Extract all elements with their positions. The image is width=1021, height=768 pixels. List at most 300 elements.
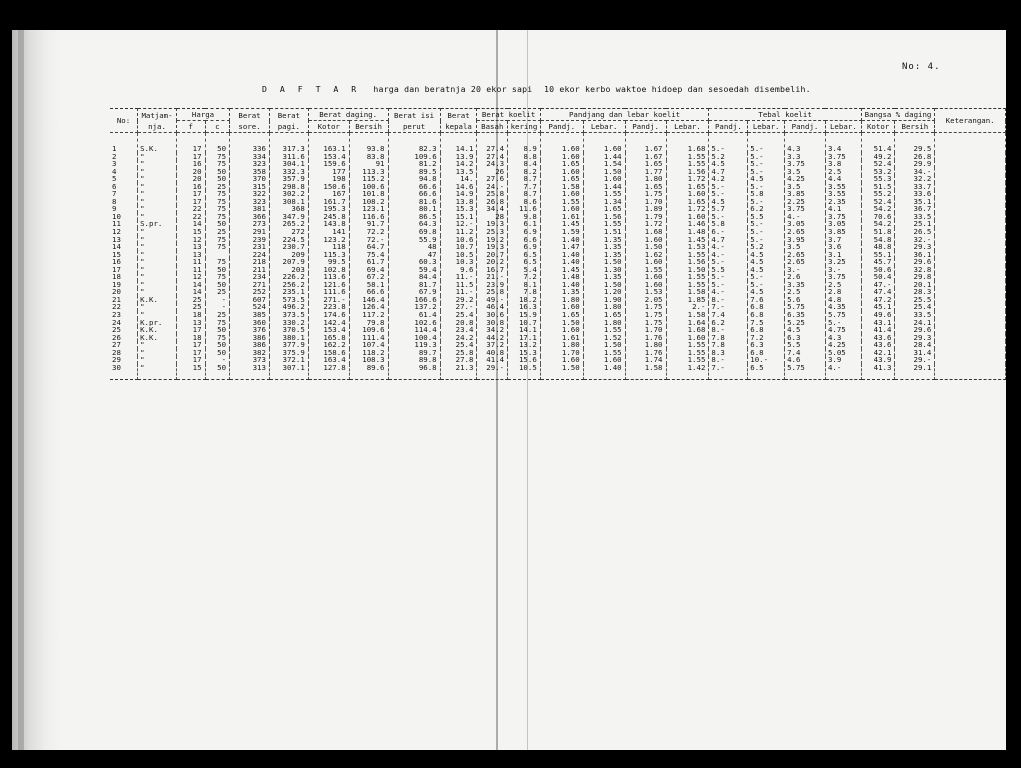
header-harga-c: c bbox=[205, 121, 230, 133]
cell-bl: 1.50 bbox=[583, 341, 625, 349]
cell-c: 75 bbox=[205, 190, 230, 198]
cell-kotor: 163.1 bbox=[308, 133, 349, 153]
header-kering: kering bbox=[508, 121, 541, 133]
cell-pagi: 304.1 bbox=[269, 160, 308, 168]
cell-jenis: " bbox=[138, 288, 177, 296]
table-row bbox=[110, 236, 1006, 244]
cell-pb: 35.1 bbox=[895, 198, 935, 206]
cell-basah: 27.4 bbox=[477, 133, 508, 153]
cell-f: 17 bbox=[176, 349, 205, 357]
cell-kp: 1.53 bbox=[625, 288, 666, 296]
cell-kering: 8.8 bbox=[508, 153, 541, 161]
cell-keterangan bbox=[935, 326, 1006, 334]
cell-c: 50 bbox=[205, 168, 230, 176]
cell-sore: 313 bbox=[230, 364, 270, 380]
cell-kp: 1.77 bbox=[625, 168, 666, 176]
cell-c: 75 bbox=[205, 236, 230, 244]
cell-kepala: 27.- bbox=[440, 303, 477, 311]
cell-bl: 1.55 bbox=[583, 190, 625, 198]
cell-keterangan bbox=[935, 356, 1006, 364]
cell-f: 17 bbox=[176, 190, 205, 198]
cell-bl: 1.55 bbox=[583, 220, 625, 228]
cell-jenis: K.K. bbox=[138, 326, 177, 334]
cell-pk: 55.1 bbox=[861, 251, 895, 259]
table-row bbox=[110, 243, 1006, 251]
cell-basah: 24.- bbox=[477, 183, 508, 191]
cell-isi: 102.6 bbox=[388, 319, 440, 327]
cell-f: 13 bbox=[176, 243, 205, 251]
cell-kotor: 165.8 bbox=[308, 334, 349, 342]
cell-kotor: 245.8 bbox=[308, 213, 349, 221]
cell-keterangan bbox=[935, 319, 1006, 327]
cell-pagi: 332.3 bbox=[269, 168, 308, 176]
cell-c: 50 bbox=[205, 349, 230, 357]
header-berat-kulit: Berat koelit bbox=[477, 109, 540, 121]
cell-kotor: 161.7 bbox=[308, 198, 349, 206]
page-number: No: 4. bbox=[902, 62, 941, 72]
cell-basah: 34.2 bbox=[477, 326, 508, 334]
cell-sore: 231 bbox=[230, 243, 270, 251]
cell-tb1: 7.- bbox=[709, 364, 748, 380]
cell-bl: 1.35 bbox=[583, 251, 625, 259]
cell-pb: 28.4 bbox=[895, 341, 935, 349]
cell-keterangan bbox=[935, 296, 1006, 304]
table-row bbox=[110, 133, 1006, 153]
cell-pb: 29.3 bbox=[895, 243, 935, 251]
cell-isi: 69.8 bbox=[388, 228, 440, 236]
cell-kotor: 141 bbox=[308, 228, 349, 236]
cell-c: - bbox=[205, 356, 230, 364]
cell-jenis: " bbox=[138, 205, 177, 213]
cell-kering: 15.6 bbox=[508, 356, 541, 364]
table-row bbox=[110, 303, 1006, 311]
cell-c: 50 bbox=[205, 281, 230, 289]
cell-tb2: 4.5 bbox=[748, 175, 785, 183]
cell-jenis: " bbox=[138, 303, 177, 311]
cell-basah: 30.8 bbox=[477, 319, 508, 327]
cell-bersih: 91.7 bbox=[349, 220, 388, 228]
cell-basah: 27.4 bbox=[477, 153, 508, 161]
header-tebal-basah-lebar-label: Lebar. bbox=[752, 122, 780, 131]
table-row bbox=[110, 311, 1006, 319]
cell-c: 75 bbox=[205, 258, 230, 266]
cell-pk: 42.1 bbox=[861, 349, 895, 357]
cell-tk2: 3.75 bbox=[825, 273, 861, 281]
cell-no: 21 bbox=[110, 296, 138, 304]
cell-pb: 36.7 bbox=[895, 205, 935, 213]
cell-bp: 1.65 bbox=[540, 311, 583, 319]
cell-pb: 32.2 bbox=[895, 175, 935, 183]
header-tebal-kering-pandj bbox=[785, 121, 826, 133]
cell-f: 15 bbox=[176, 364, 205, 380]
header-tebal-basah-lebar bbox=[748, 121, 785, 133]
cell-tk2: 3.1 bbox=[825, 251, 861, 259]
cell-kepala: 13.8 bbox=[440, 198, 477, 206]
cell-kepala: 12.- bbox=[440, 220, 477, 228]
cell-tk2: 5.05 bbox=[825, 349, 861, 357]
cell-pb: 25.1 bbox=[895, 220, 935, 228]
cell-pagi: 302.2 bbox=[269, 190, 308, 198]
cell-isi: 59.4 bbox=[388, 266, 440, 274]
cell-isi: 64.3 bbox=[388, 220, 440, 228]
cell-sore: 373 bbox=[230, 356, 270, 364]
cell-kotor: 195.3 bbox=[308, 205, 349, 213]
cell-keterangan bbox=[935, 205, 1006, 213]
cell-kering: 5.4 bbox=[508, 266, 541, 274]
cell-tb2: 6.3 bbox=[748, 341, 785, 349]
cell-no: 6 bbox=[110, 183, 138, 191]
cell-kotor: 162.2 bbox=[308, 341, 349, 349]
cell-no: 28 bbox=[110, 349, 138, 357]
cell-keterangan bbox=[935, 258, 1006, 266]
cell-c: 50 bbox=[205, 326, 230, 334]
cell-kering: 6.6 bbox=[508, 236, 541, 244]
cell-tb2: 4.5 bbox=[748, 258, 785, 266]
cell-f: 17 bbox=[176, 326, 205, 334]
cell-sore: 370 bbox=[230, 175, 270, 183]
cell-bl: 1.60 bbox=[583, 175, 625, 183]
cell-bl: 1.60 bbox=[583, 133, 625, 153]
cell-sore: 315 bbox=[230, 183, 270, 191]
cell-tb2: 6.8 bbox=[748, 349, 785, 357]
header-basah-pandj bbox=[540, 121, 583, 133]
cell-pk: 43.6 bbox=[861, 334, 895, 342]
cell-f: 16 bbox=[176, 160, 205, 168]
cell-tk1: 5.75 bbox=[785, 364, 826, 380]
table-row bbox=[110, 160, 1006, 168]
cell-kp: 1.80 bbox=[625, 175, 666, 183]
cell-isi: 89.7 bbox=[388, 349, 440, 357]
cell-tb1: 7.- bbox=[709, 303, 748, 311]
title-part-2: 10 ekor kerbo waktoe hidoep dan sesoedah disembelih. bbox=[544, 84, 811, 94]
cell-kotor: 115.3 bbox=[308, 251, 349, 259]
header-koelit-label: koelit bbox=[653, 110, 681, 119]
cell-tb1: 7.8 bbox=[709, 341, 748, 349]
cell-sore: 234 bbox=[230, 273, 270, 281]
cell-no: 20 bbox=[110, 288, 138, 296]
cell-kotor: 177 bbox=[308, 168, 349, 176]
cell-pk: 53.2 bbox=[861, 168, 895, 176]
cell-keterangan bbox=[935, 175, 1006, 183]
cell-kering: 8.2 bbox=[508, 168, 541, 176]
table-row bbox=[110, 153, 1006, 161]
cell-jenis: K.pr. bbox=[138, 319, 177, 327]
cell-keterangan bbox=[935, 220, 1006, 228]
cell-isi: 119.3 bbox=[388, 341, 440, 349]
cell-bl: 1.80 bbox=[583, 319, 625, 327]
cell-kp: 1.55 bbox=[625, 266, 666, 274]
cell-jenis: " bbox=[138, 243, 177, 251]
cell-kering: 15.9 bbox=[508, 311, 541, 319]
cell-pagi: 370.5 bbox=[269, 326, 308, 334]
cell-f: 20 bbox=[176, 168, 205, 176]
cell-keterangan bbox=[935, 133, 1006, 153]
cell-tb1: 4.- bbox=[709, 243, 748, 251]
cell-bl: 1.55 bbox=[583, 326, 625, 334]
cell-jenis: " bbox=[138, 273, 177, 281]
cell-kl: 1.55 bbox=[666, 281, 709, 289]
cell-tb1: 5.- bbox=[709, 133, 748, 153]
cell-bersih: 100.6 bbox=[349, 183, 388, 191]
cell-kotor: 158.6 bbox=[308, 349, 349, 357]
cell-c: 75 bbox=[205, 160, 230, 168]
cell-tb2: 5.- bbox=[748, 153, 785, 161]
cell-bp: 1.45 bbox=[540, 266, 583, 274]
cell-c: - bbox=[205, 303, 230, 311]
cell-bl: 1.60 bbox=[583, 356, 625, 364]
cell-pagi: 298.8 bbox=[269, 183, 308, 191]
cell-tb1: 4.- bbox=[709, 288, 748, 296]
cell-kepala: 29.2 bbox=[440, 296, 477, 304]
cell-no: 18 bbox=[110, 273, 138, 281]
cell-no: 7 bbox=[110, 190, 138, 198]
cell-bp: 1.60 bbox=[540, 153, 583, 161]
cell-tk1: 2.65 bbox=[785, 228, 826, 236]
cell-pagi: 377.9 bbox=[269, 341, 308, 349]
cell-pk: 51.4 bbox=[861, 133, 895, 153]
cell-tb1: 4.5 bbox=[709, 160, 748, 168]
cell-c: 50 bbox=[205, 175, 230, 183]
cell-tb1: 4.7 bbox=[709, 236, 748, 244]
cell-pagi: 373.5 bbox=[269, 311, 308, 319]
cell-kepala: 14.9 bbox=[440, 190, 477, 198]
cell-f: 11 bbox=[176, 258, 205, 266]
cell-pb: 26.8 bbox=[895, 153, 935, 161]
cell-tb2: 4.5 bbox=[748, 251, 785, 259]
cell-pb: 29.3 bbox=[895, 334, 935, 342]
cell-bersih: 64.7 bbox=[349, 243, 388, 251]
cell-keterangan bbox=[935, 228, 1006, 236]
cell-kepala: 10.6 bbox=[440, 236, 477, 244]
table-row bbox=[110, 334, 1006, 342]
header-tebal-basah-pandj-label: Pandj. bbox=[714, 122, 742, 131]
cell-tk1: 4.- bbox=[785, 213, 826, 221]
cell-isi: 84.4 bbox=[388, 273, 440, 281]
cell-jenis: " bbox=[138, 228, 177, 236]
cell-bersih: 101.8 bbox=[349, 190, 388, 198]
header-harga: Harga bbox=[176, 109, 229, 121]
header-kering-pandj bbox=[625, 121, 666, 133]
cell-kp: 2.05 bbox=[625, 296, 666, 304]
cell-pagi: 209 bbox=[269, 251, 308, 259]
cell-pk: 41.4 bbox=[861, 326, 895, 334]
cell-pagi: 368 bbox=[269, 205, 308, 213]
cell-kp: 1.74 bbox=[625, 356, 666, 364]
cell-tb1: 5.- bbox=[709, 273, 748, 281]
cell-kl: 1.55 bbox=[666, 251, 709, 259]
cell-jenis: " bbox=[138, 190, 177, 198]
cell-no: 11 bbox=[110, 220, 138, 228]
cell-kering: 13.2 bbox=[508, 341, 541, 349]
cell-pk: 43.6 bbox=[861, 341, 895, 349]
cell-bp: 1.60 bbox=[540, 326, 583, 334]
cell-jenis: K.K. bbox=[138, 334, 177, 342]
cell-c: 50 bbox=[205, 220, 230, 228]
cell-keterangan bbox=[935, 183, 1006, 191]
cell-isi: 61.4 bbox=[388, 311, 440, 319]
cell-kotor: 118 bbox=[308, 243, 349, 251]
cell-tb1: 8.3 bbox=[709, 349, 748, 357]
cell-tk1: 5.25 bbox=[785, 319, 826, 327]
cell-kering: 6.5 bbox=[508, 251, 541, 259]
cell-sore: 386 bbox=[230, 334, 270, 342]
cell-bl: 1.80 bbox=[583, 303, 625, 311]
cell-kering: 8.6 bbox=[508, 198, 541, 206]
cell-tb1: 5.- bbox=[709, 281, 748, 289]
cell-tk2: 3.9 bbox=[825, 356, 861, 364]
binding-edge bbox=[18, 30, 24, 750]
cell-basah: 26.8 bbox=[477, 198, 508, 206]
header-tebal-koelit: Tebal koelit bbox=[709, 109, 861, 121]
cell-keterangan bbox=[935, 311, 1006, 319]
cell-tb2: 5.- bbox=[748, 160, 785, 168]
cell-c: 75 bbox=[205, 153, 230, 161]
cell-kepala: 10.7 bbox=[440, 243, 477, 251]
cell-c bbox=[205, 251, 230, 259]
header-berat-sore: Berat sore. bbox=[230, 109, 270, 133]
cell-bp: 1.60 bbox=[540, 133, 583, 153]
cell-f: 20 bbox=[176, 175, 205, 183]
cell-pagi: 573.5 bbox=[269, 296, 308, 304]
cell-jenis: " bbox=[138, 356, 177, 364]
cell-jenis: " bbox=[138, 213, 177, 221]
cell-isi: 67.9 bbox=[388, 288, 440, 296]
cell-bp: 1.40 bbox=[540, 258, 583, 266]
cell-f: 17 bbox=[176, 341, 205, 349]
cell-pb: 32.8 bbox=[895, 266, 935, 274]
cell-isi: 82.3 bbox=[388, 133, 440, 153]
cell-tb2: 5.- bbox=[748, 168, 785, 176]
cell-tb2: 5.5 bbox=[748, 213, 785, 221]
cell-tk2: 4.35 bbox=[825, 303, 861, 311]
cell-tb1: 4.5 bbox=[709, 198, 748, 206]
cell-tb2: 4.5 bbox=[748, 266, 785, 274]
cell-tk2: 4.4 bbox=[825, 175, 861, 183]
cell-f: 17 bbox=[176, 356, 205, 364]
cell-kotor: 223.8 bbox=[308, 303, 349, 311]
cell-isi: 66.6 bbox=[388, 183, 440, 191]
cell-f: 11 bbox=[176, 266, 205, 274]
cell-tb1: 8.- bbox=[709, 296, 748, 304]
cell-kl: 1.65 bbox=[666, 183, 709, 191]
cell-pagi: 357.9 bbox=[269, 175, 308, 183]
cell-pb: 31.4 bbox=[895, 349, 935, 357]
cell-no: 2 bbox=[110, 153, 138, 161]
cell-tb1: 5.- bbox=[709, 190, 748, 198]
table-body bbox=[110, 133, 1006, 380]
cell-tk2: 3.75 bbox=[825, 213, 861, 221]
header-kotor-2: Kotor bbox=[861, 121, 895, 133]
cell-tb2: 7.6 bbox=[748, 296, 785, 304]
cell-kering: 7.7 bbox=[508, 183, 541, 191]
cell-pagi: 235.1 bbox=[269, 288, 308, 296]
header-tebal-kering-pandj-label: Pandj. bbox=[791, 122, 819, 131]
cell-kl: 1.55 bbox=[666, 356, 709, 364]
cell-basah: 29.- bbox=[477, 364, 508, 380]
cell-tk2: 4.1 bbox=[825, 205, 861, 213]
cell-c: 75 bbox=[205, 198, 230, 206]
cell-basah: 34.4 bbox=[477, 205, 508, 213]
cell-tb2: 7.2 bbox=[748, 334, 785, 342]
cell-tb1: 5.5 bbox=[709, 266, 748, 274]
cell-bl: 1.65 bbox=[583, 311, 625, 319]
cell-isi: 89.5 bbox=[388, 168, 440, 176]
cell-pk: 52.4 bbox=[861, 160, 895, 168]
cell-tk1: 3.85 bbox=[785, 190, 826, 198]
cell-c: 50 bbox=[205, 266, 230, 274]
cell-tk1: 2.25 bbox=[785, 198, 826, 206]
cell-keterangan bbox=[935, 349, 1006, 357]
cell-isi: 166.6 bbox=[388, 296, 440, 304]
cell-pb: 28.3 bbox=[895, 288, 935, 296]
cell-kl: 1.72 bbox=[666, 175, 709, 183]
cell-bl: 1.50 bbox=[583, 281, 625, 289]
cell-no: 27 bbox=[110, 341, 138, 349]
cell-pb: 29.6 bbox=[895, 258, 935, 266]
cell-no: 25 bbox=[110, 326, 138, 334]
header-basah-pandj-label: Pandj. bbox=[548, 122, 576, 131]
cell-kp: 1.65 bbox=[625, 160, 666, 168]
cell-tk1: 7.4 bbox=[785, 349, 826, 357]
cell-keterangan bbox=[935, 153, 1006, 161]
cell-kl: 1.42 bbox=[666, 364, 709, 380]
header-berat-isi-perut: Berat isi perut bbox=[388, 109, 440, 133]
cell-c: 25 bbox=[205, 228, 230, 236]
cell-c: 75 bbox=[205, 213, 230, 221]
cell-pk: 47.4 bbox=[861, 288, 895, 296]
cell-kp: 1.65 bbox=[625, 183, 666, 191]
cell-tb1: 4.2 bbox=[709, 175, 748, 183]
cell-pk: 50.4 bbox=[861, 273, 895, 281]
cell-bl: 1.44 bbox=[583, 153, 625, 161]
cell-jenis: " bbox=[138, 349, 177, 357]
cell-tk2: 3.85 bbox=[825, 228, 861, 236]
cell-kl: 1.56 bbox=[666, 168, 709, 176]
cell-kotor: 99.5 bbox=[308, 258, 349, 266]
header-basah: Basah bbox=[477, 121, 508, 133]
cell-no: 16 bbox=[110, 258, 138, 266]
cell-kp: 1.60 bbox=[625, 281, 666, 289]
cell-bl: 1.52 bbox=[583, 334, 625, 342]
cell-jenis: " bbox=[138, 364, 177, 380]
cell-f: 18 bbox=[176, 334, 205, 342]
cell-bp: 1.60 bbox=[540, 205, 583, 213]
header-pandjang-lebar-label: Pandjang dan lebar bbox=[568, 110, 650, 119]
cell-pagi: 496.2 bbox=[269, 303, 308, 311]
table-row bbox=[110, 251, 1006, 259]
cell-tb2: 6.8 bbox=[748, 311, 785, 319]
cell-keterangan bbox=[935, 288, 1006, 296]
cell-kepala: 11.5 bbox=[440, 281, 477, 289]
cell-basah: 19.3 bbox=[477, 220, 508, 228]
cell-kotor: 127.8 bbox=[308, 364, 349, 380]
cell-f: 14 bbox=[176, 220, 205, 228]
table-row bbox=[110, 190, 1006, 198]
cell-bersih: 79.8 bbox=[349, 319, 388, 327]
cell-basah: 28 bbox=[477, 213, 508, 221]
cell-bersih: 72.- bbox=[349, 236, 388, 244]
cell-kotor: 123.2 bbox=[308, 236, 349, 244]
cell-bp: 1.58 bbox=[540, 183, 583, 191]
cell-pb: 29.9 bbox=[895, 160, 935, 168]
cell-kepala: 25.8 bbox=[440, 349, 477, 357]
table-row bbox=[110, 273, 1006, 281]
cell-pagi: 224.5 bbox=[269, 236, 308, 244]
cell-kering: 6.1 bbox=[508, 220, 541, 228]
cell-isi: 86.5 bbox=[388, 213, 440, 221]
cell-tk1: 2.6 bbox=[785, 273, 826, 281]
cell-jenis: " bbox=[138, 168, 177, 176]
